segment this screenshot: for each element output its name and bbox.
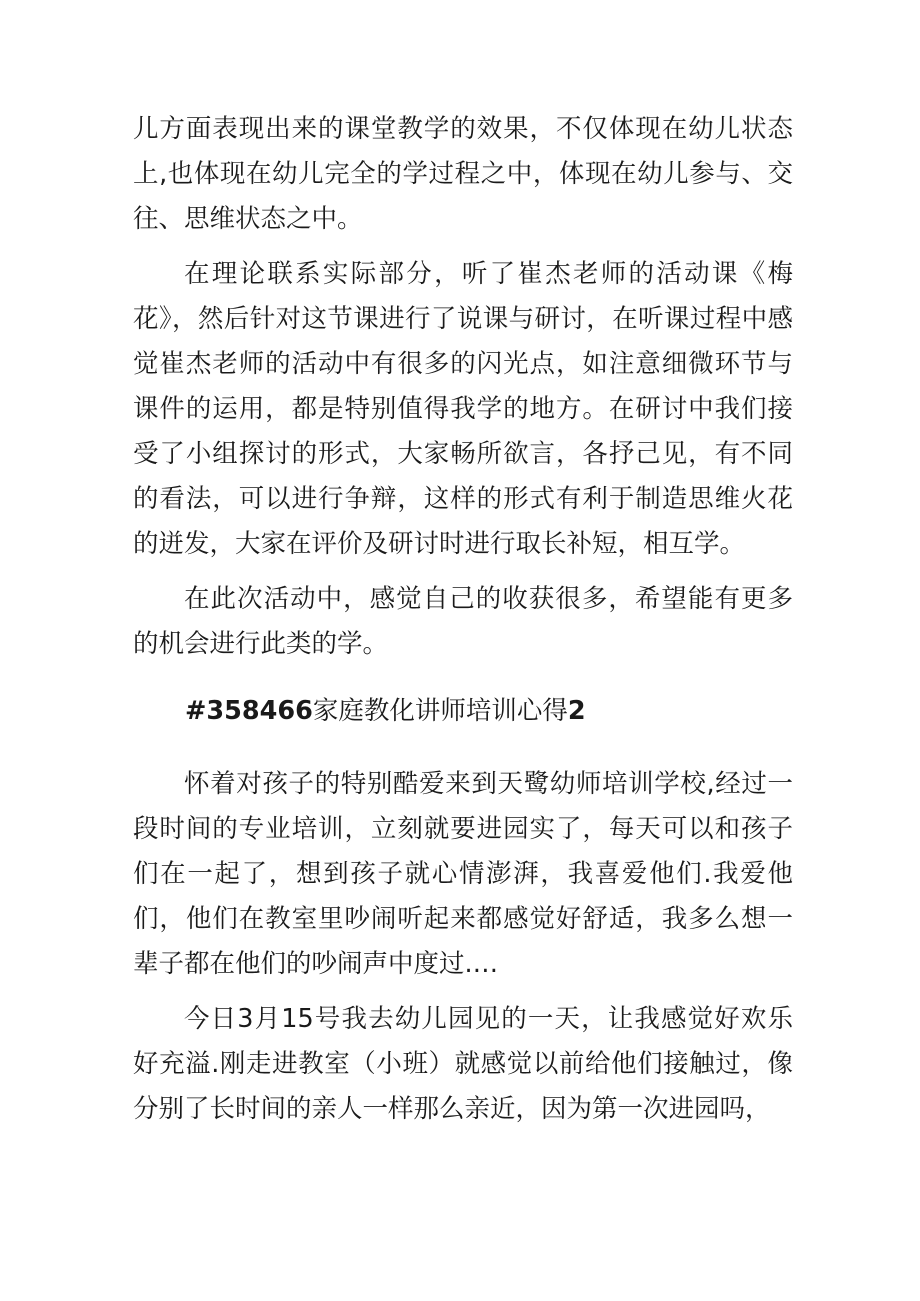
heading-number: #358466	[185, 696, 313, 726]
paragraph-4: 怀着对孩子的特别酷爱来到天鹭幼师培训学校,经过一段时间的专业培训，立刻就要进园实了，每天可以和孩子们在一起了，想到孩子就心情澎湃，我喜爱他们.我爱他们，他们在教室里吵闹听起来都感觉好舒适，我多么想一辈子都在他们的吵闹声中度过.…	[133, 769, 793, 979]
heading-suffix: 2	[567, 696, 586, 726]
document-body	[133, 107, 793, 1142]
paragraph-5: 今日3月15号我去幼儿园见的一天，让我感觉好欢乐好充溢.刚走进教室（小班）就感觉以前给他们接触过，像分别了长时间的亲人一样那么亲近，因为第一次进园吗，	[133, 1004, 793, 1124]
section-heading	[133, 689, 793, 734]
paragraph-1: 儿方面表现出来的课堂教学的效果，不仅体现在幼儿状态上,也体现在幼儿完全的学过程之中，体现在幼儿参与、交往、思维状态之中。	[133, 114, 793, 234]
paragraph-3: 在此次活动中，感觉自己的收获很多，希望能有更多的机会进行此类的学。	[133, 584, 793, 659]
heading-title: 家庭教化讲师培训心得	[312, 696, 568, 726]
paragraph-2: 在理论联系实际部分，听了崔杰老师的活动课《梅花》，然后针对这节课进行了说课与研讨，在听课过程中感觉崔杰老师的活动中有很多的闪光点，如注意细微环节与课件的运用，都是特别值得我学的地方。在研讨中我们接受了小组探讨的形式，大家畅所欲言，各抒己见，有不同的看法，可以进行争辩，这样的形式有利于制造思维火花的迸发，大家在评价及研讨时进行取长补短，相互学。	[133, 259, 793, 559]
